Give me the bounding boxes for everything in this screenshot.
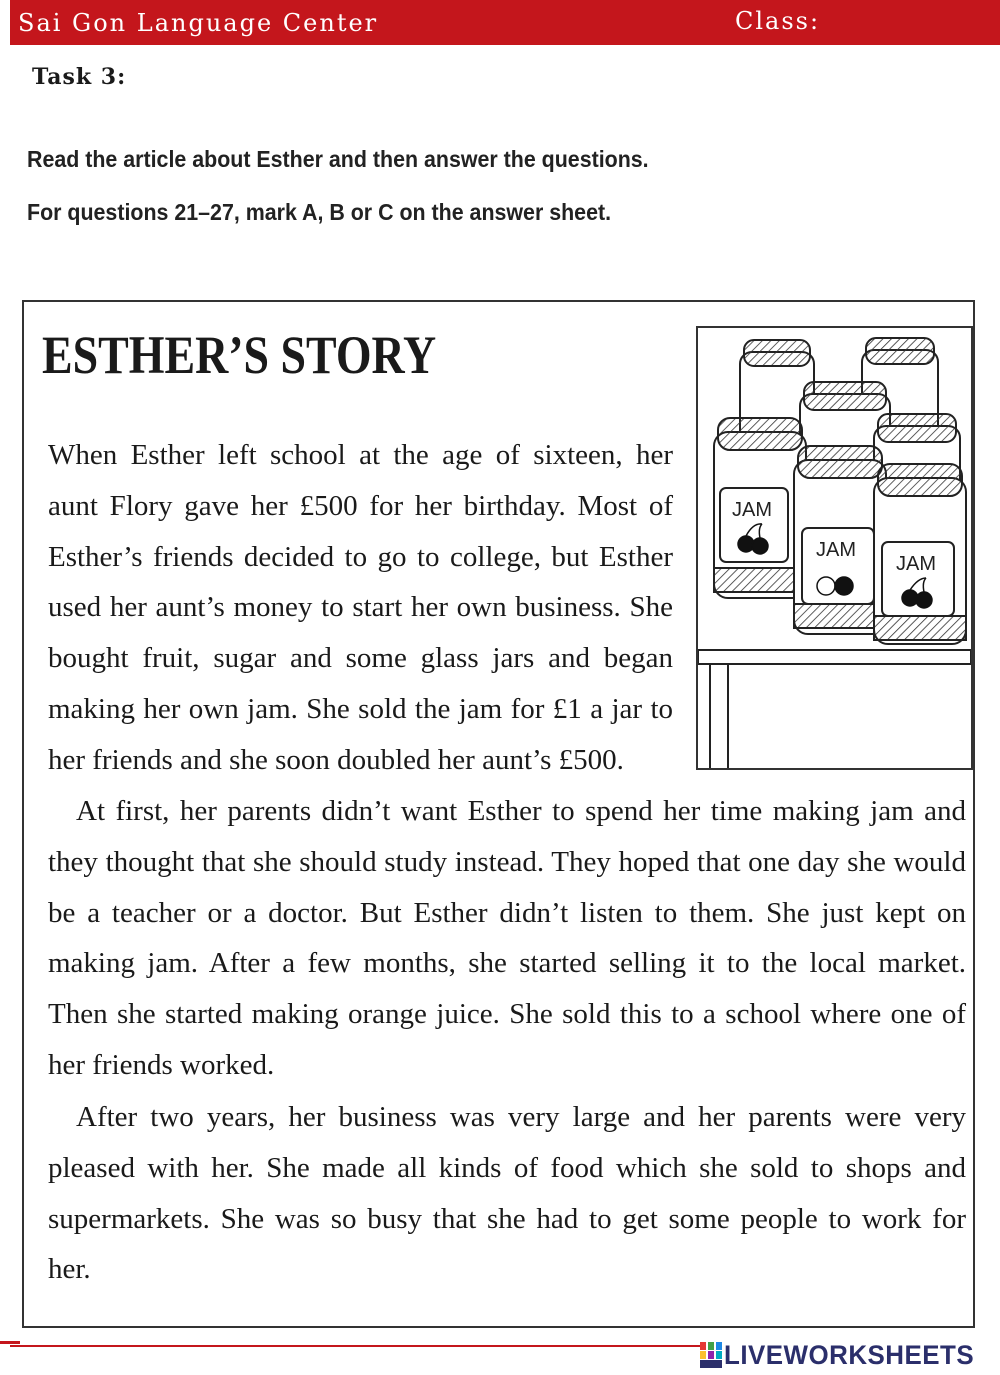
instruction-line-2: For questions 21–27, mark A, B or C on the answer sheet. (27, 199, 612, 225)
liveworksheets-logo (700, 1340, 995, 1370)
header-bar (10, 0, 1000, 45)
liveworksheets-mark-icon (700, 1342, 722, 1368)
class-label: Class: (735, 7, 821, 35)
footer-tick (0, 1341, 20, 1344)
jar-label-3: JAM (896, 553, 936, 575)
task-label: Task 3: (32, 64, 127, 90)
jam-jars-picture (696, 326, 973, 770)
instruction-line-1: Read the article about Esther and then answer the questions. (27, 146, 649, 172)
liveworksheets-brand: LIVEWORKSHEETS (724, 1340, 975, 1370)
jar-label-2: JAM (816, 539, 856, 561)
article-paragraph-3: After two years, her business was very large and her parents were very pleased with her. She made all kinds of food which she sold to shops and supermarkets. She was so busy that she had to get some people to work for her. (48, 1101, 966, 1286)
article-title: ESTHER’S STORY (42, 325, 437, 385)
footer-divider (10, 1345, 700, 1347)
article-paragraph-1: When Esther left school at the age of sixteen, her aunt Flory gave her £500 for her birthday. Most of Esther’s friends decided to go to college, but Esther used her aunt’s money to start her own business. She bought fruit, sugar and some glass jars and began making her own jam. She sold the jam for £1 a jar to her friends and she soon doubled her aunt’s £500. (48, 439, 673, 776)
center-name: Sai Gon Language Center (18, 9, 379, 37)
article-paragraph-2: At first, her parents didn’t want Esther to spend her time making jam and they thought that she should study instead. They hoped that one day she would be a teacher or a doctor. But Esther didn’t listen to them. She just kept on making jam. After a few months, she started selling it to the local market. Then she started making orange juice. She sold this to a school where one of her friends worked. (48, 795, 966, 1081)
jam-jars-icon (698, 328, 971, 768)
article-box (22, 300, 975, 1328)
jar-label-1: JAM (732, 499, 772, 521)
